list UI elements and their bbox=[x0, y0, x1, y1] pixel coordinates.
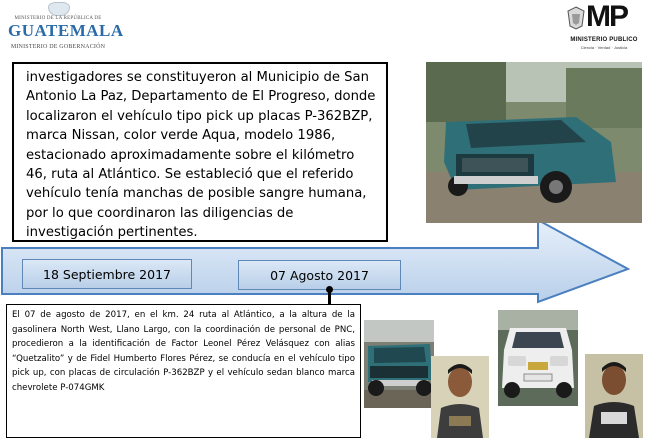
pickup-truck-photo bbox=[426, 62, 642, 223]
timeline-connector-dot bbox=[326, 286, 333, 293]
pickup-front-photo bbox=[364, 320, 434, 408]
timeline-date-aug-2017: 07 Agosto 2017 bbox=[238, 260, 401, 290]
logo-top-line: MINISTERIO DE LA REPÚBLICA DE bbox=[14, 16, 102, 21]
logo-name: GUATEMALA bbox=[8, 21, 124, 40]
mp-mark: MP bbox=[586, 0, 627, 33]
bottom-description-card bbox=[6, 304, 361, 438]
seal-icon bbox=[566, 6, 586, 30]
guatemala-logo bbox=[8, 2, 124, 58]
mp-name: MINISTERIO PUBLICO bbox=[570, 37, 638, 43]
logo-subtitle: MINISTERIO DE GOBERNACIÓN bbox=[10, 44, 106, 50]
white-sedan-photo bbox=[498, 310, 578, 406]
coat-of-arms-icon bbox=[48, 2, 70, 16]
bottom-description-text: El 07 de agosto de 2017, en el km. 24 ruta al Atlántico, a la altura de la gasolinera North West, Llano Largo, con la coordinación de personal de PNC, procedieron a la identificación de Factor Leonel Pérez Velásquez con alias “Quetzalito” y de Fidel Humberto Flores Pérez, se conducía en el vehículo tipo pick up, con placas de circulación P-362BZP y el vehículo sedan blanco marca chevrolete P-074GMK bbox=[12, 310, 355, 393]
timeline-date-sep-2017: 18 Septiembre 2017 bbox=[22, 259, 192, 289]
mp-logo bbox=[562, 0, 646, 54]
mp-motto: Ciencia · Verdad · Justicia bbox=[580, 45, 628, 50]
suspect-photo-1 bbox=[431, 356, 489, 438]
suspect-photo-2 bbox=[585, 354, 643, 438]
top-description-text: investigadores se constituyeron al Municipio de San Antonio La Paz, Departamento de El Progreso, donde localizaron el vehículo tipo pick up placas P-362BZP, marca Nissan, color verde Aqua, modelo 1986, estacionado aproximadamente sobre el kilómetro 46, ruta al Atlántico. Se estableció que el referido vehículo tenía manchas de posible sangre humana, por lo que coordinaron las diligencias de investigación pertinentes. bbox=[26, 70, 376, 241]
top-description-box bbox=[12, 62, 388, 242]
